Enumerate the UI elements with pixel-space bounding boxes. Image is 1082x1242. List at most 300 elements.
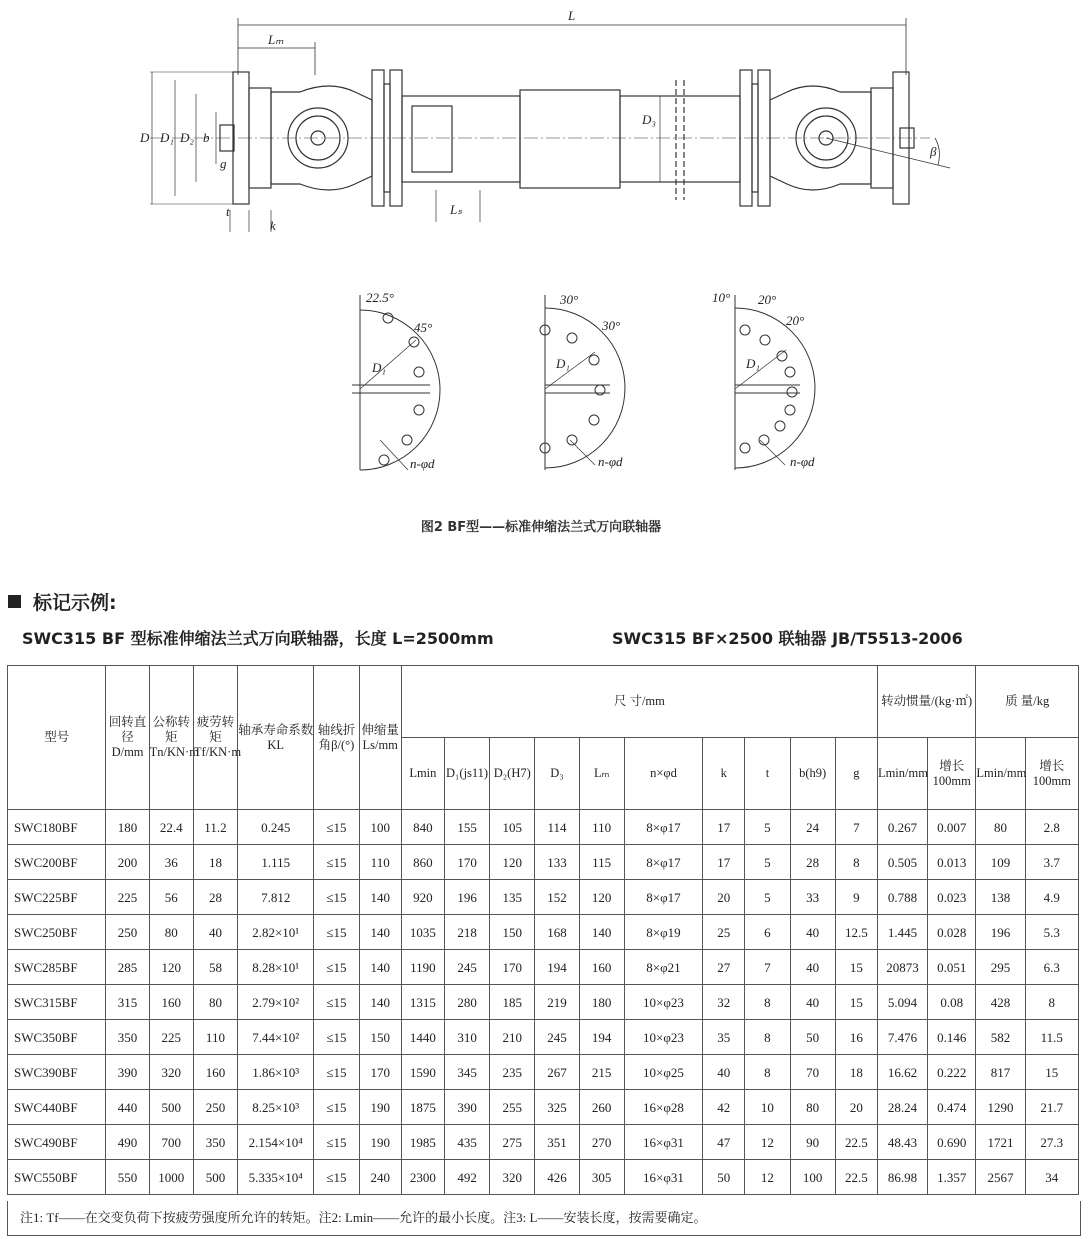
table-cell: 155 <box>444 810 489 845</box>
pattern2-diam: D₁ <box>556 356 570 371</box>
table-cell: 1.86×10³ <box>238 1055 314 1090</box>
table-cell: 135 <box>490 880 535 915</box>
table-cell: 1590 <box>401 1055 444 1090</box>
header-inertia: 转动惯量/(kg·㎡) <box>877 666 975 738</box>
dim-D3-label: D₃ <box>642 112 656 127</box>
table-cell: 2300 <box>401 1160 444 1195</box>
header-D1: D₁(js11) <box>444 738 489 810</box>
square-bullet-icon <box>8 595 21 608</box>
table-cell: 11.5 <box>1025 1020 1078 1055</box>
table-cell: 100 <box>790 1160 835 1195</box>
table-cell: 275 <box>490 1125 535 1160</box>
header-Tf: 疲劳转矩Tf/KN·m <box>193 666 237 810</box>
table-cell: 140 <box>579 915 624 950</box>
table-cell: 27.3 <box>1025 1125 1078 1160</box>
coupling-drawing <box>0 0 1082 560</box>
table-row <box>8 985 1079 1020</box>
header-t: t <box>745 738 790 810</box>
table-cell: 110 <box>193 1020 237 1055</box>
table-cell: ≤15 <box>314 1055 359 1090</box>
table-cell: 219 <box>535 985 579 1020</box>
table-cell: 315 <box>106 985 149 1020</box>
table-cell: 2.82×10¹ <box>238 915 314 950</box>
spec-table <box>7 665 1079 1195</box>
table-cell: 5.3 <box>1025 915 1078 950</box>
table-cell: 120 <box>579 880 624 915</box>
table-cell: 1190 <box>401 950 444 985</box>
marking-heading-text: 标记示例: <box>33 592 117 614</box>
table-cell: 7.44×10² <box>238 1020 314 1055</box>
table-cell: 140 <box>359 950 401 985</box>
table-cell: 16 <box>835 1020 877 1055</box>
table-cell: 160 <box>193 1055 237 1090</box>
table-cell: 8 <box>1025 985 1078 1020</box>
table-cell: 90 <box>790 1125 835 1160</box>
pattern2-angle-b: 30° <box>602 318 621 333</box>
table-cell: 426 <box>535 1160 579 1195</box>
dim-k-label: k <box>270 218 276 233</box>
table-cell: 20873 <box>877 950 927 985</box>
table-cell: 860 <box>401 845 444 880</box>
table-cell: 50 <box>703 1160 745 1195</box>
table-cell: 80 <box>149 915 193 950</box>
dim-D2-label: D₂ <box>180 130 194 145</box>
table-cell: 185 <box>490 985 535 1020</box>
table-cell: 2567 <box>976 1160 1025 1195</box>
table-cell: ≤15 <box>314 1020 359 1055</box>
table-cell: 27 <box>703 950 745 985</box>
table-cell: 582 <box>976 1020 1025 1055</box>
model-cell: SWC490BF <box>8 1125 106 1160</box>
table-cell: ≤15 <box>314 985 359 1020</box>
table-cell: 15 <box>1025 1055 1078 1090</box>
table-cell: 817 <box>976 1055 1025 1090</box>
table-cell: 40 <box>790 915 835 950</box>
table-cell: 325 <box>535 1090 579 1125</box>
table-cell: 500 <box>193 1160 237 1195</box>
table-cell: 80 <box>976 810 1025 845</box>
table-cell: 20 <box>835 1090 877 1125</box>
table-cell: 138 <box>976 880 1025 915</box>
pattern3-angle-c: 20° <box>786 313 805 328</box>
table-cell: 12.5 <box>835 915 877 950</box>
model-cell: SWC315BF <box>8 985 106 1020</box>
table-cell: 0.788 <box>877 880 927 915</box>
table-cell: 2.154×10⁴ <box>238 1125 314 1160</box>
table-cell: 28.24 <box>877 1090 927 1125</box>
header-D: 回转直径D/mm <box>106 666 149 810</box>
table-cell: 0.690 <box>928 1125 976 1160</box>
table-cell: 500 <box>149 1090 193 1125</box>
table-row <box>8 845 1079 880</box>
dim-b-label: b <box>203 130 210 145</box>
table-cell: 0.505 <box>877 845 927 880</box>
table-cell: ≤15 <box>314 1090 359 1125</box>
header-dims: 尺 寸/mm <box>401 666 877 738</box>
table-cell: 8×φ17 <box>624 845 702 880</box>
table-cell: 0.146 <box>928 1020 976 1055</box>
header-KL: 轴承寿命系数KL <box>238 666 314 810</box>
table-cell: 1440 <box>401 1020 444 1055</box>
table-cell: 16×φ28 <box>624 1090 702 1125</box>
table-cell: 140 <box>359 985 401 1020</box>
table-cell: 8×φ17 <box>624 880 702 915</box>
table-cell: 170 <box>490 950 535 985</box>
table-cell: 152 <box>535 880 579 915</box>
table-cell: 295 <box>976 950 1025 985</box>
table-cell: 310 <box>444 1020 489 1055</box>
header-D2: D₂(H7) <box>490 738 535 810</box>
table-cell: 390 <box>444 1090 489 1125</box>
table-cell: 15 <box>835 985 877 1020</box>
table-cell: 160 <box>579 950 624 985</box>
table-cell: 8 <box>745 1020 790 1055</box>
figure-caption: 图2 BF型——标准伸缩法兰式万向联轴器 <box>420 520 662 535</box>
table-cell: 22.5 <box>835 1125 877 1160</box>
header-inertia-inc: 增长100mm <box>928 738 976 810</box>
header-Lmin: Lmin <box>401 738 444 810</box>
table-cell: ≤15 <box>314 1160 359 1195</box>
table-cell: 16.62 <box>877 1055 927 1090</box>
header-Lm: Lₘ <box>579 738 624 810</box>
header-Ls: 伸缩量Ls/mm <box>359 666 401 810</box>
table-cell: 194 <box>579 1020 624 1055</box>
dim-D1-label: D₁ <box>160 130 174 145</box>
table-row <box>8 1160 1079 1195</box>
table-cell: 190 <box>359 1090 401 1125</box>
table-cell: 1000 <box>149 1160 193 1195</box>
table-cell: 17 <box>703 810 745 845</box>
table-cell: 1035 <box>401 915 444 950</box>
header-Tn: 公称转矩Tn/KN·m <box>149 666 193 810</box>
table-body <box>8 810 1079 1195</box>
table-cell: 105 <box>490 810 535 845</box>
table-cell: 86.98 <box>877 1160 927 1195</box>
table-cell: ≤15 <box>314 880 359 915</box>
table-cell: 20 <box>703 880 745 915</box>
table-cell: 3.7 <box>1025 845 1078 880</box>
model-cell: SWC440BF <box>8 1090 106 1125</box>
table-cell: 351 <box>535 1125 579 1160</box>
dim-beta-label: β <box>930 144 937 159</box>
table-cell: 435 <box>444 1125 489 1160</box>
table-cell: 0.267 <box>877 810 927 845</box>
dim-L-label: L <box>568 8 576 23</box>
table-cell: 50 <box>790 1020 835 1055</box>
pattern2-angle-a: 30° <box>560 292 579 307</box>
header-mass: 质 量/kg <box>976 666 1079 738</box>
table-cell: 120 <box>149 950 193 985</box>
table-cell: 5 <box>745 880 790 915</box>
table-cell: 1985 <box>401 1125 444 1160</box>
table-cell: 200 <box>106 845 149 880</box>
pattern1-angle-a: 22.5° <box>366 290 394 305</box>
table-cell: 16×φ31 <box>624 1125 702 1160</box>
table-cell: 196 <box>976 915 1025 950</box>
table-cell: 35 <box>703 1020 745 1055</box>
pattern2-holes: n-φd <box>598 454 623 469</box>
table-cell: 0.474 <box>928 1090 976 1125</box>
table-cell: 10 <box>745 1090 790 1125</box>
table-cell: 180 <box>579 985 624 1020</box>
table-cell: 47 <box>703 1125 745 1160</box>
table-cell: 28 <box>193 880 237 915</box>
table-cell: 7 <box>745 950 790 985</box>
table-cell: 11.2 <box>193 810 237 845</box>
table-cell: 260 <box>579 1090 624 1125</box>
table-cell: 8.25×10³ <box>238 1090 314 1125</box>
table-cell: 440 <box>106 1090 149 1125</box>
table-row <box>8 1090 1079 1125</box>
dim-g-label: g <box>220 156 227 171</box>
table-cell: 1290 <box>976 1090 1025 1125</box>
marking-heading <box>8 588 117 615</box>
table-cell: 170 <box>359 1055 401 1090</box>
table-cell: ≤15 <box>314 950 359 985</box>
table-cell: 8×φ19 <box>624 915 702 950</box>
pattern1-holes: n-φd <box>410 456 435 471</box>
table-cell: 245 <box>535 1020 579 1055</box>
table-cell: 12 <box>745 1125 790 1160</box>
table-cell: 170 <box>444 845 489 880</box>
table-cell: 110 <box>359 845 401 880</box>
table-cell: 0.023 <box>928 880 976 915</box>
table-cell: 190 <box>359 1125 401 1160</box>
model-cell: SWC180BF <box>8 810 106 845</box>
table-cell: 350 <box>106 1020 149 1055</box>
table-cell: 0.222 <box>928 1055 976 1090</box>
table-cell: 5.335×10⁴ <box>238 1160 314 1195</box>
table-cell: 36 <box>149 845 193 880</box>
table-cell: 25 <box>703 915 745 950</box>
table-cell: 8 <box>745 985 790 1020</box>
model-cell: SWC550BF <box>8 1160 106 1195</box>
pattern3-holes: n-φd <box>790 454 815 469</box>
header-k: k <box>703 738 745 810</box>
table-cell: 280 <box>444 985 489 1020</box>
header-model: 型号 <box>8 666 106 810</box>
table-cell: 10×φ23 <box>624 1020 702 1055</box>
table-cell: 10×φ25 <box>624 1055 702 1090</box>
header-g: g <box>835 738 877 810</box>
pattern1-angle-b: 45° <box>414 320 433 335</box>
table-cell: 840 <box>401 810 444 845</box>
model-cell: SWC225BF <box>8 880 106 915</box>
table-cell: 22.4 <box>149 810 193 845</box>
table-cell: 40 <box>790 985 835 1020</box>
table-cell: 0.051 <box>928 950 976 985</box>
table-cell: 109 <box>976 845 1025 880</box>
table-cell: 100 <box>359 810 401 845</box>
table-cell: 700 <box>149 1125 193 1160</box>
model-cell: SWC390BF <box>8 1055 106 1090</box>
table-cell: 42 <box>703 1090 745 1125</box>
table-cell: 10×φ23 <box>624 985 702 1020</box>
model-cell: SWC350BF <box>8 1020 106 1055</box>
table-cell: 18 <box>835 1055 877 1090</box>
marking-example-left: SWC315 BF 型标准伸缩法兰式万向联轴器，长度 L=2500mm <box>22 629 494 648</box>
table-cell: 235 <box>490 1055 535 1090</box>
dim-Ls-label: Lₛ <box>450 202 463 217</box>
table-row <box>8 1125 1079 1160</box>
table-cell: 428 <box>976 985 1025 1020</box>
table-cell: 150 <box>490 915 535 950</box>
table-cell: ≤15 <box>314 1125 359 1160</box>
table-cell: 48.43 <box>877 1125 927 1160</box>
table-cell: 6.3 <box>1025 950 1078 985</box>
table-cell: 250 <box>193 1090 237 1125</box>
pattern3-diam: D₁ <box>746 356 760 371</box>
pattern3-angle-b: 20° <box>758 292 777 307</box>
dim-D-label: D <box>140 130 150 145</box>
table-cell: 0.007 <box>928 810 976 845</box>
table-cell: 245 <box>444 950 489 985</box>
table-cell: 40 <box>790 950 835 985</box>
table-cell: 140 <box>359 880 401 915</box>
table-cell: 1.357 <box>928 1160 976 1195</box>
table-cell: 15 <box>835 950 877 985</box>
table-cell: 240 <box>359 1160 401 1195</box>
table-cell: 920 <box>401 880 444 915</box>
model-cell: SWC200BF <box>8 845 106 880</box>
table-cell: 0.245 <box>238 810 314 845</box>
table-row <box>8 1055 1079 1090</box>
table-cell: 210 <box>490 1020 535 1055</box>
table-cell: 194 <box>535 950 579 985</box>
table-cell: 0.028 <box>928 915 976 950</box>
table-cell: 345 <box>444 1055 489 1090</box>
table-cell: 22.5 <box>835 1160 877 1195</box>
table-cell: 9 <box>835 880 877 915</box>
table-cell: 70 <box>790 1055 835 1090</box>
dim-t-label: t <box>226 204 230 219</box>
table-cell: 255 <box>490 1090 535 1125</box>
table-cell: 8×φ17 <box>624 810 702 845</box>
table-cell: 7.476 <box>877 1020 927 1055</box>
table-cell: 120 <box>490 845 535 880</box>
table-cell: 270 <box>579 1125 624 1160</box>
table-cell: ≤15 <box>314 915 359 950</box>
table-cell: 56 <box>149 880 193 915</box>
table-cell: 16×φ31 <box>624 1160 702 1195</box>
model-cell: SWC250BF <box>8 915 106 950</box>
table-cell: 18 <box>193 845 237 880</box>
table-cell: 168 <box>535 915 579 950</box>
table-cell: 285 <box>106 950 149 985</box>
table-cell: 196 <box>444 880 489 915</box>
header-D3: D₃ <box>535 738 579 810</box>
table-cell: ≤15 <box>314 810 359 845</box>
table-cell: 320 <box>490 1160 535 1195</box>
table-cell: 8 <box>745 1055 790 1090</box>
header-nd: n×φd <box>624 738 702 810</box>
table-cell: 17 <box>703 845 745 880</box>
table-cell: 6 <box>745 915 790 950</box>
table-cell: 250 <box>106 915 149 950</box>
table-row <box>8 880 1079 915</box>
table-cell: 218 <box>444 915 489 950</box>
table-cell: 5 <box>745 810 790 845</box>
table-cell: 150 <box>359 1020 401 1055</box>
marking-example-right: SWC315 BF×2500 联轴器 JB/T5513-2006 <box>612 629 963 648</box>
table-cell: 7.812 <box>238 880 314 915</box>
dim-Lm-label: Lₘ <box>268 32 284 47</box>
table-cell: 1315 <box>401 985 444 1020</box>
table-cell: 80 <box>790 1090 835 1125</box>
table-cell: 8×φ21 <box>624 950 702 985</box>
table-cell: 110 <box>579 810 624 845</box>
table-cell: 1875 <box>401 1090 444 1125</box>
table-cell: 140 <box>359 915 401 950</box>
table-cell: 40 <box>703 1055 745 1090</box>
table-cell: 180 <box>106 810 149 845</box>
table-cell: 7 <box>835 810 877 845</box>
table-cell: 34 <box>1025 1160 1078 1195</box>
table-cell: 28 <box>790 845 835 880</box>
table-cell: 215 <box>579 1055 624 1090</box>
table-cell: 33 <box>790 880 835 915</box>
table-cell: 390 <box>106 1055 149 1090</box>
table-cell: 225 <box>149 1020 193 1055</box>
table-cell: 114 <box>535 810 579 845</box>
table-cell: 12 <box>745 1160 790 1195</box>
table-cell: 2.8 <box>1025 810 1078 845</box>
table-cell: 115 <box>579 845 624 880</box>
model-cell: SWC285BF <box>8 950 106 985</box>
table-cell: 225 <box>106 880 149 915</box>
pattern1-diam: D₁ <box>372 360 386 375</box>
table-cell: 32 <box>703 985 745 1020</box>
table-cell: 40 <box>193 915 237 950</box>
header-beta: 轴线折角β/(°) <box>314 666 359 810</box>
table-cell: 160 <box>149 985 193 1020</box>
table-cell: 5 <box>745 845 790 880</box>
table-cell: 80 <box>193 985 237 1020</box>
table-cell: 5.094 <box>877 985 927 1020</box>
table-cell: 21.7 <box>1025 1090 1078 1125</box>
table-cell: 0.013 <box>928 845 976 880</box>
table-cell: 8 <box>835 845 877 880</box>
table-cell: 350 <box>193 1125 237 1160</box>
table-row <box>8 915 1079 950</box>
table-cell: 1.445 <box>877 915 927 950</box>
table-cell: 305 <box>579 1160 624 1195</box>
table-cell: 492 <box>444 1160 489 1195</box>
table-cell: 267 <box>535 1055 579 1090</box>
table-cell: 58 <box>193 950 237 985</box>
table-cell: 8.28×10¹ <box>238 950 314 985</box>
table-cell: 24 <box>790 810 835 845</box>
table-row <box>8 1020 1079 1055</box>
header-inertia-lmin: Lmin/mm <box>877 738 927 810</box>
table-cell: 133 <box>535 845 579 880</box>
table-row <box>8 810 1079 845</box>
header-b: b(h9) <box>790 738 835 810</box>
table-cell: ≤15 <box>314 845 359 880</box>
table-row <box>8 950 1079 985</box>
table-cell: 490 <box>106 1125 149 1160</box>
pattern3-angle-a: 10° <box>712 290 731 305</box>
table-cell: 4.9 <box>1025 880 1078 915</box>
table-cell: 0.08 <box>928 985 976 1020</box>
table-cell: 1721 <box>976 1125 1025 1160</box>
table-cell: 320 <box>149 1055 193 1090</box>
header-mass-lmin: Lmin/mm <box>976 738 1025 810</box>
table-cell: 2.79×10² <box>238 985 314 1020</box>
table-cell: 550 <box>106 1160 149 1195</box>
table-cell: 1.115 <box>238 845 314 880</box>
table-note: 注1: Tf——在交变负荷下按疲劳强度所允许的转矩。注2: Lmin——允许的最小长度。注3: L——安装长度，按需要确定。 <box>7 1201 1081 1236</box>
